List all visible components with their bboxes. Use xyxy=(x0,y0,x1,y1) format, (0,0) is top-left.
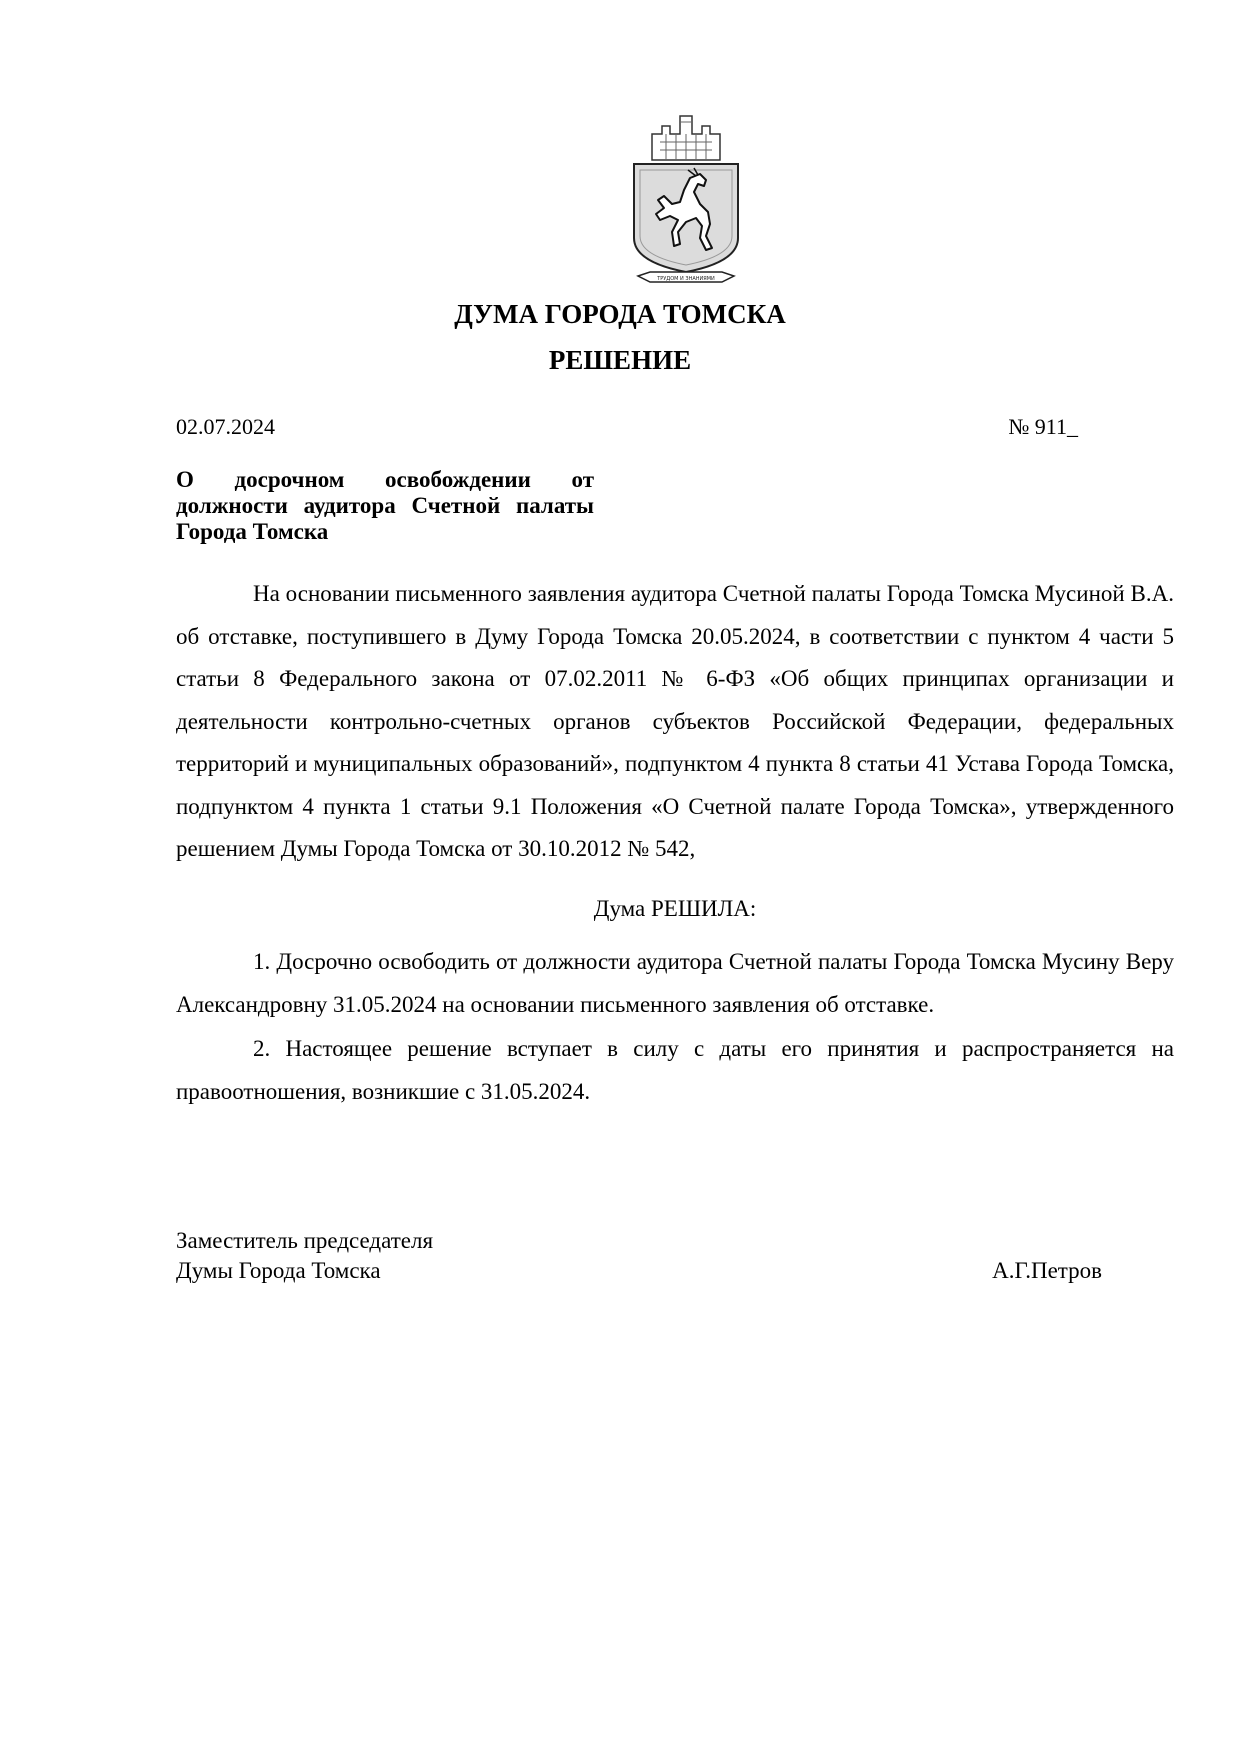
emblem-motto: ТРУДОМ И ЗНАНИЯМИ xyxy=(657,276,715,282)
decision-intro: Дума РЕШИЛА: xyxy=(593,896,757,921)
signer-title xyxy=(176,1226,433,1286)
city-coat-of-arms-icon xyxy=(630,112,742,286)
document-type-heading: РЕШЕНИЕ xyxy=(548,345,692,375)
decision-item-1: 1. Досрочно освободить от должности аудитора Счетной палаты Города Томска Мусину Веру Александровну 31.05.2024 на основании письменного заявления об отставке. xyxy=(176,949,1174,1017)
signer-name: А.Г.Петров xyxy=(992,1258,1102,1283)
organization-title: ДУМА ГОРОДА ТОМСКА xyxy=(454,299,786,329)
preamble-paragraph: На основании письменного заявления аудитора Счетной палаты Города Томска Мусиной В.А. об отставке, поступившего в Думу Города Томска 20.05.2024, в соответствии с пунктом 4 части 5 статьи 8 Федерального закона от 07.02.2011 № 6-ФЗ «Об общих принципах организации и деятельности контрольно-счетных органов субъектов Российской Федерации, федеральных территорий и муниципальных образований», подпунктом 4 пункта 8 статьи 41 Устава Города Томска, подпунктом 4 пункта 1 статьи 9.1 Положения «О Счетной палате Города Томска», утвержденного решением Думы Города Томска от 30.10.2012 № 542, xyxy=(176,581,1174,861)
signer-title-line-2: Думы Города Томска xyxy=(176,1258,381,1283)
decision-item-2: 2. Настоящее решение вступает в силу с даты его принятия и распространяется на правоотношения, возникшие с 31.05.2024. xyxy=(176,1036,1174,1104)
document-date: 02.07.2024 xyxy=(176,414,275,439)
document-subject: О досрочном освобождении от должности аудитора Счетной палаты Города Томска xyxy=(176,467,594,544)
signer-title-line-1: Заместитель председателя xyxy=(176,1228,434,1253)
document-number: № 911_ xyxy=(1008,414,1078,439)
